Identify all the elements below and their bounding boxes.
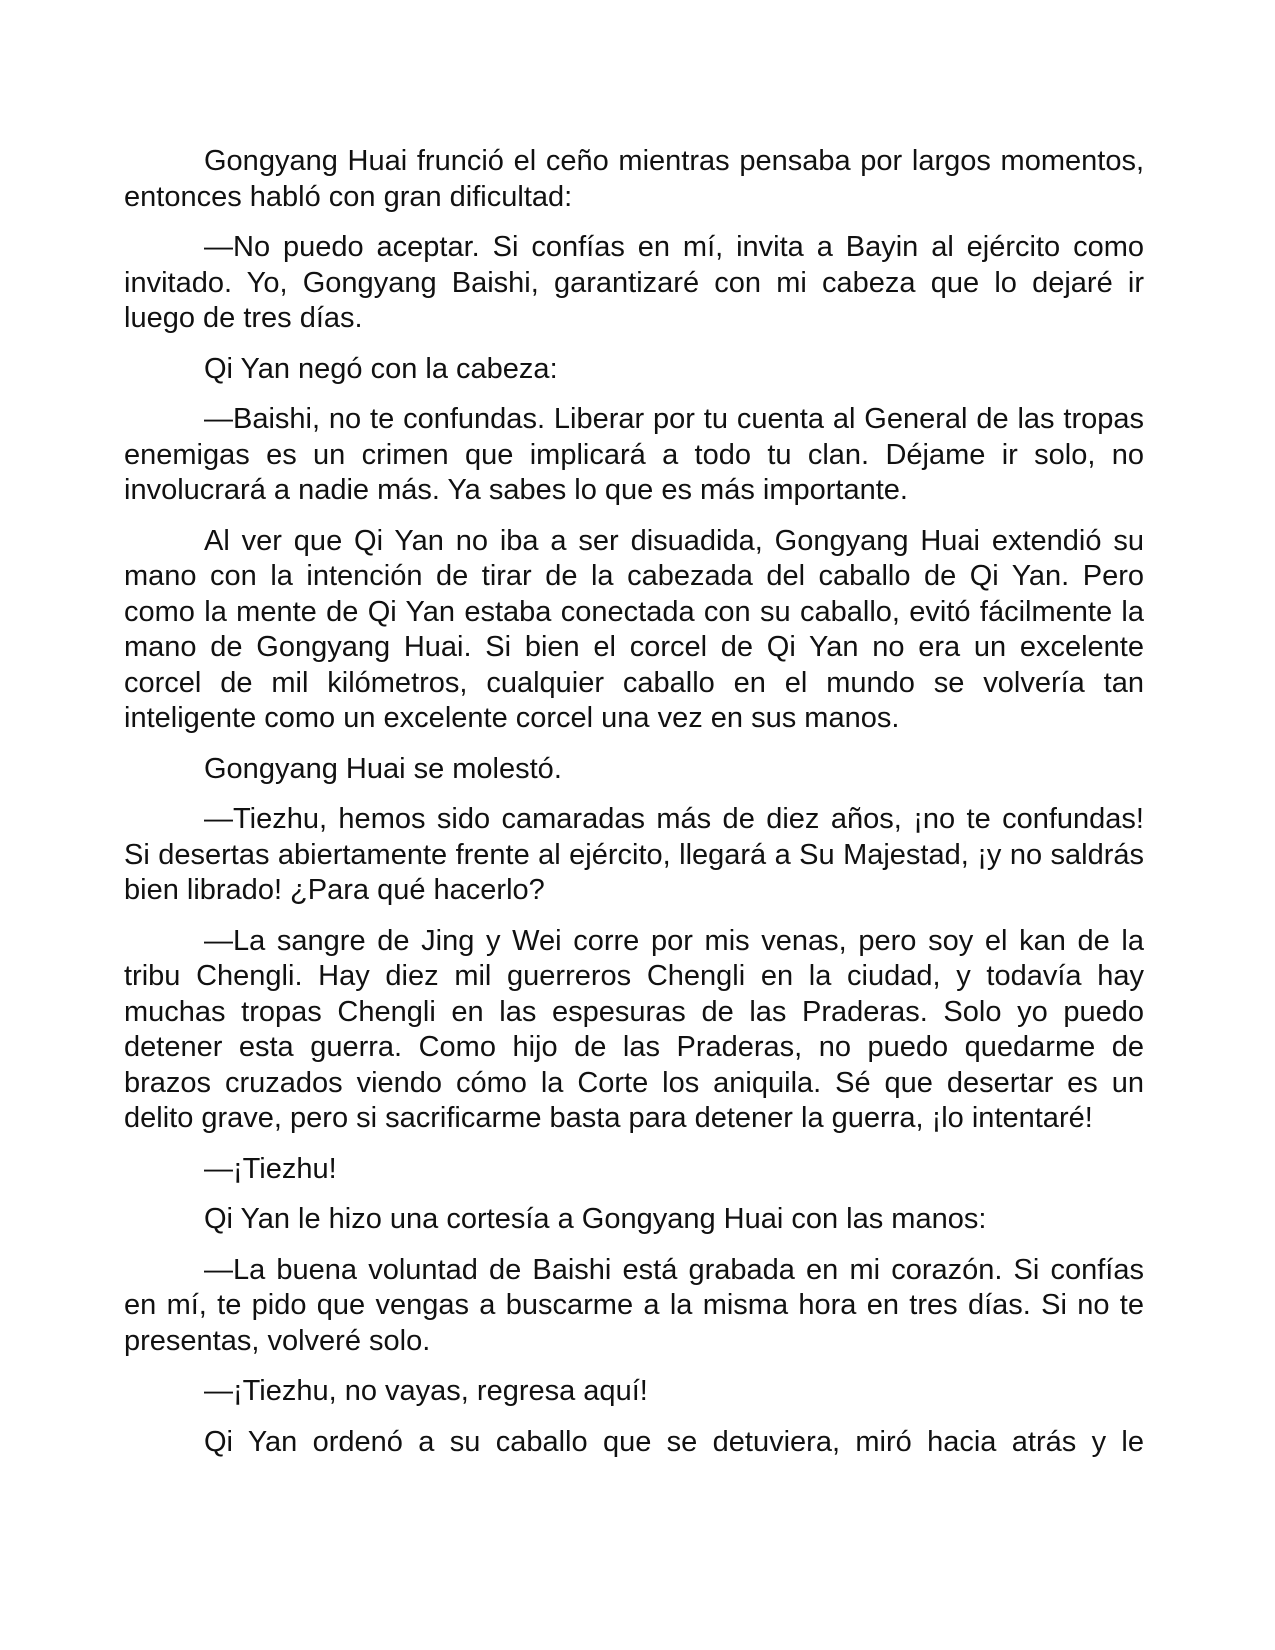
paragraph: —La buena voluntad de Baishi está grabada en mi corazón. Si confías en mí, te pido que vengas a buscarme a la misma hora en tres días. Si no te presentas, volveré solo. [124, 1253, 1144, 1357]
paragraph: —La sangre de Jing y Wei corre por mis venas, pero soy el kan de la tribu Chengli. Hay diez mil guerreros Chengli en la ciudad, y todavía hay muchas tropas Chengli en las espesuras de las Praderas. Solo yo puedo detener esta guerra. Como hijo de las Praderas, no puedo quedarme de brazos cruzados viendo cómo la Corte los aniquila. Sé que desertar es un delito grave, pero si sacrificarme basta para detener la guerra, ¡lo intentaré! [124, 924, 1144, 1134]
paragraph: —Baishi, no te confundas. Liberar por tu cuenta al General de las tropas enemigas es un crimen que implicará a todo tu clan. Déjame ir solo, no involucrará a nadie más. Ya sabes lo que es más importante. [124, 403, 1144, 506]
paragraph: —¡Tiezhu, no vayas, regresa aquí! [204, 1375, 648, 1407]
paragraph: Qi Yan ordenó a su caballo que se detuviera, miró hacia atrás y le [204, 1425, 1144, 1458]
paragraph: —¡Tiezhu! [204, 1152, 337, 1185]
paragraph: Qi Yan negó con la cabeza: [204, 352, 558, 385]
paragraph: Qi Yan le hizo una cortesía a Gongyang Huai con las manos: [204, 1203, 987, 1235]
document-page [124, 144, 1144, 1460]
paragraph: —Tiezhu, hemos sido camaradas más de diez años, ¡no te confundas! Si desertas abiertamente frente al ejército, llegará a Su Majestad, ¡y no saldrás bien librado! ¿Para qué hacerlo? [124, 803, 1144, 906]
paragraph: —No puedo aceptar. Si confías en mí, invita a Bayin al ejército como invitado. Yo, Gongyang Baishi, garantizaré con mi cabeza que lo dejaré ir luego de tres días. [124, 231, 1144, 334]
paragraph: Gongyang Huai se molestó. [204, 752, 562, 785]
paragraph: Al ver que Qi Yan no iba a ser disuadida, Gongyang Huai extendió su mano con la intención de tirar de la cabezada del caballo de Qi Yan. Pero como la mente de Qi Yan estaba conectada con su caballo, evitó fácilmente la mano de Gongyang Huai. Si bien el corcel de Qi Yan no era un excelente corcel de mil kilómetros, cualquier caballo en el mundo se volvería tan inteligente como un excelente corcel una vez en sus manos. [124, 524, 1144, 734]
paragraph: Gongyang Huai frunció el ceño mientras pensaba por largos momentos, entonces habló con gran dificultad: [124, 145, 1144, 213]
